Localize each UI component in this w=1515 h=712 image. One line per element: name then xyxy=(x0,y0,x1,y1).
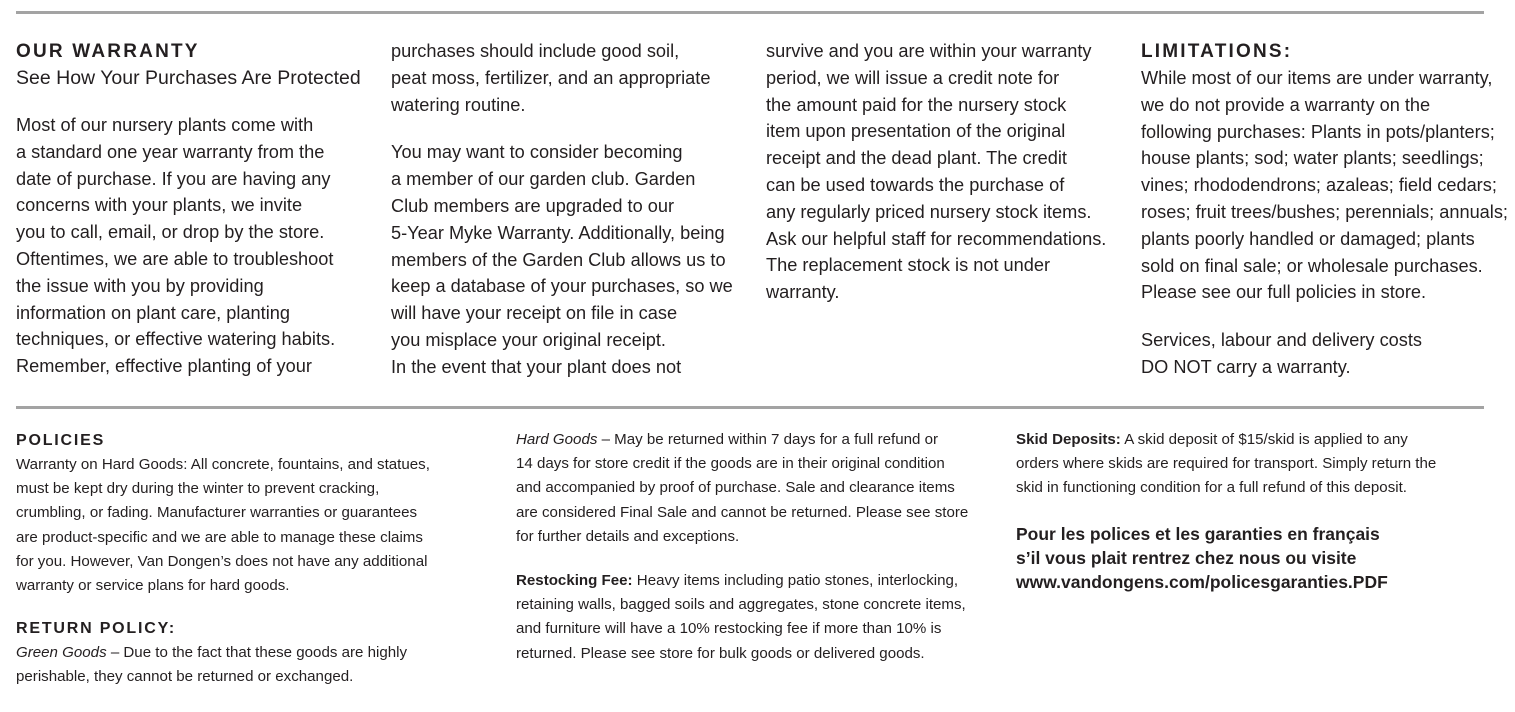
hard-goods-column xyxy=(516,428,996,666)
policies-heading: POLICIES xyxy=(16,432,106,449)
limitations-heading: LIMITATIONS: xyxy=(1141,41,1293,62)
warranty-column-2 xyxy=(391,38,751,381)
restocking-fee-paragraph: Restocking Fee: Heavy items including patio stones, interlocking, retaining walls, bagged soils and aggregates, stone concrete items, and furniture will have a 10% restocking fee if more than 10% is returned. Please see store for bulk goods or delivered goods. xyxy=(516,572,966,662)
warranty-column-1 xyxy=(16,38,376,380)
hard-goods-label: Hard Goods xyxy=(516,431,598,448)
warranty-column-3 xyxy=(766,38,1126,306)
limitations-column xyxy=(1141,38,1508,381)
skid-deposits-column xyxy=(1016,428,1486,594)
policies-pdf-link-text: www.vandongens.com/policesgaranties.PDF xyxy=(1016,571,1388,592)
policies-paragraph: Warranty on Hard Goods: All concrete, fountains, and statues, must be kept dry during the winter to prevent cracking, crumbling, or fading. Manufacturer warranties or guarantees are product-specific and we are able to manage these claims for you. However, Van Dongen’s does not have any additional warranty or service plans for hard goods. xyxy=(16,456,430,595)
warranty-subheading: See How Your Purchases Are Protected xyxy=(16,67,361,89)
return-policy-heading: RETURN POLICY: xyxy=(16,620,177,638)
hard-goods-paragraph: Hard Goods – May be returned within 7 days for a full refund or 14 days for store credit if the goods are in their original condition and accompanied by proof of purchase. Sale and clearance items are considered Final Sale and cannot be returned. Please see store for further details and exceptions. xyxy=(516,431,969,545)
limitations-paragraph-1: While most of our items are under warranty, we do not provide a warranty on the following purchases: Plants in pots/planters; house plants; sod; water plants; seedlings; vines; rhododendrons; azaleas; field cedars; roses; fruit trees/bushes; perennials; annuals; plants poorly handled or damaged; plants sold on final sale; or wholesale purchases. Please see our full policies in store. xyxy=(1141,68,1508,303)
warranty-paragraph-2-continued: survive and you are within your warranty period, we will issue a credit note for the amount paid for the nursery stock item upon presentation of the original receipt and the dead plant. The credit can be used towards the purchase of any regularly priced nursery stock items. Ask our helpful staff for recommendations. The replacement stock is not under warranty. xyxy=(766,41,1107,303)
green-goods-label: Green Goods xyxy=(16,644,107,662)
warranty-paragraph-2: You may want to consider becoming a member of our garden club. Garden Club members are upgraded to our 5-Year Myke Warranty. Additionally, being members of the Garden Club allows us to keep a database of your purchases, so we will have your receipt on file in case you misplace your original receipt. In the event that your plant does not xyxy=(391,142,733,377)
warranty-paragraph-1: Most of our nursery plants come with a standard one year warranty from the date of purchase. If you are having any concerns with your plants, we invite you to call, email, or drop by the store. Oftentimes, we are able to troubleshoot the issue with you by providing information on plant care, planting techniques, or effective watering habits. Remember, effective planting of your xyxy=(16,115,336,377)
green-goods-paragraph: Green Goods – Due to the fact that these goods are highly perishable, they cannot be returned or exchanged. xyxy=(16,644,408,686)
french-notice: Pour les polices et les garanties en français s’il vous plait rentrez chez nous ou visite www.vandongens.com/policesgaranties.PDF xyxy=(1016,522,1486,594)
warranty-heading: OUR WARRANTY xyxy=(16,41,200,62)
middle-divider xyxy=(16,406,1484,409)
skid-deposits-paragraph: Skid Deposits: A skid deposit of $15/skid is applied to any orders where skids are required for transport. Simply return the skid in functioning condition for a full refund of this deposit. xyxy=(1016,431,1437,497)
policies-column xyxy=(16,429,486,690)
warranty-paragraph-1-continued: purchases should include good soil, peat moss, fertilizer, and an appropriate watering routine. xyxy=(391,41,711,115)
top-divider xyxy=(16,11,1484,14)
restocking-fee-label: Restocking Fee: xyxy=(516,572,633,590)
skid-deposits-label: Skid Deposits: xyxy=(1016,431,1121,448)
limitations-paragraph-2: Services, labour and delivery costs DO NOT carry a warranty. xyxy=(1141,330,1423,377)
